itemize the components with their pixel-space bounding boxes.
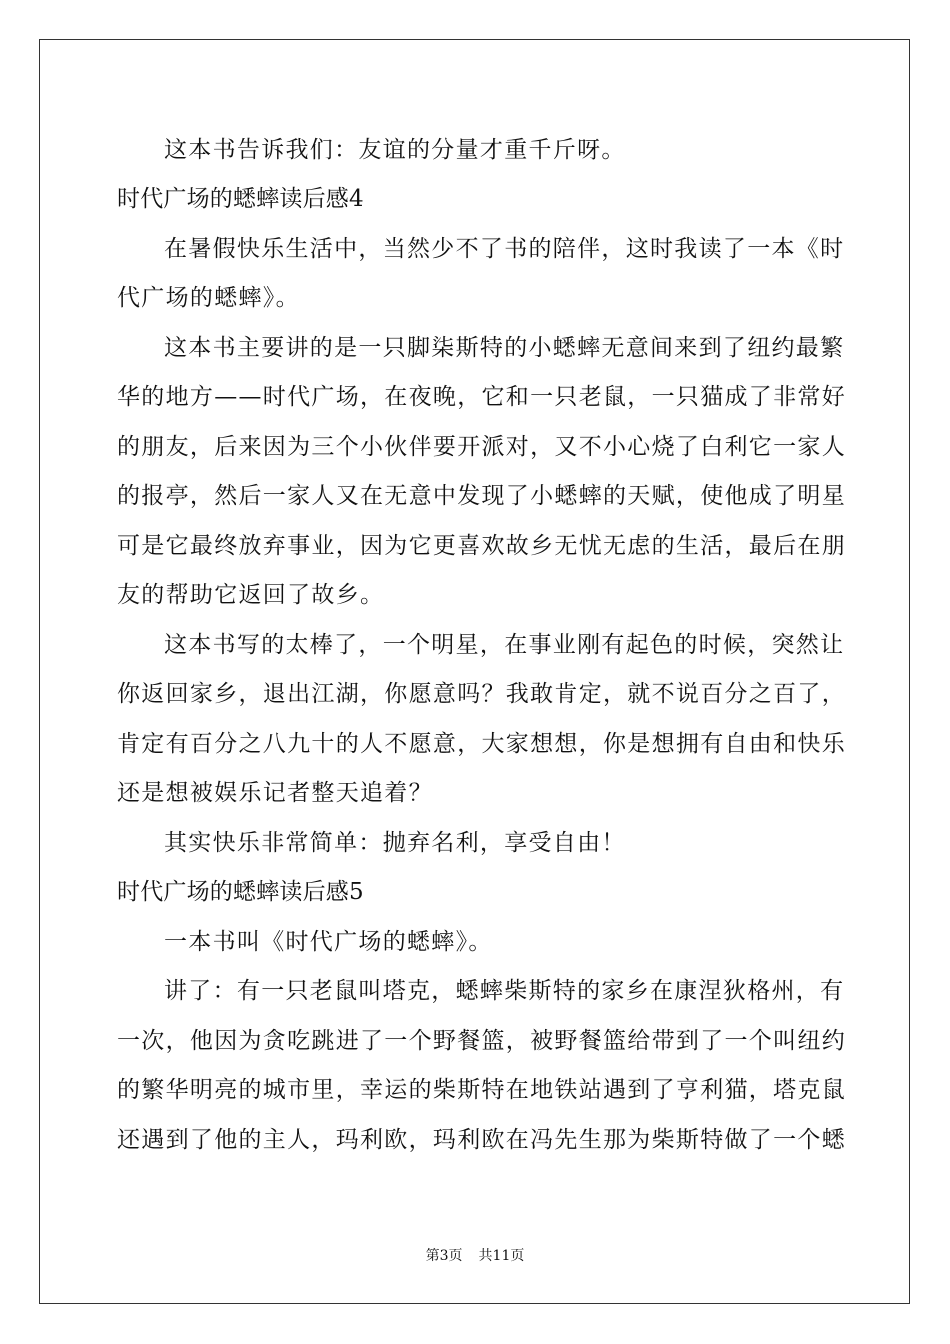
paragraph-line: 友的帮助它返回了故乡。 [117,582,385,608]
page-border [39,39,910,1304]
page-footer [0,1248,950,1264]
section-heading: 时代广场的蟋蟀读后感4 [117,186,364,212]
page-total: 共11页 [478,1248,525,1264]
paragraph-line: 肯定有百分之八九十的人不愿意，大家想想，你是想拥有自由和快乐 [117,731,846,757]
paragraph-line: 在暑假快乐生活中，当然少不了书的陪伴，这时我读了一本《时 [164,236,845,262]
paragraph-line: 这本书告诉我们：友谊的分量才重千斤呀。 [164,137,626,163]
paragraph-line: 你返回家乡，退出江湖，你愿意吗？我敢肯定，就不说百分之百了， [117,681,846,707]
paragraph-line: 还是想被娱乐记者整天追着？ [117,780,433,806]
paragraph-line: 一本书叫《时代广场的蟋蟀》。 [164,929,493,955]
section-heading: 时代广场的蟋蟀读后感5 [117,879,364,905]
page-number: 第3页 [425,1248,463,1264]
paragraph-line: 还遇到了他的主人，玛利欧，玛利欧在冯先生那为柴斯特做了一个蟋 [117,1127,846,1153]
paragraph-line: 这本书写的太棒了，一个明星，在事业刚有起色的时候，突然让 [164,632,845,658]
paragraph-line: 可是它最终放弃事业，因为它更喜欢故乡无忧无虑的生活，最后在朋 [117,533,846,559]
paragraph-line: 代广场的蟋蟀》。 [117,285,300,311]
paragraph-line: 这本书主要讲的是一只脚柒斯特的小蟋蟀无意间来到了纽约最繁 [164,335,845,361]
paragraph-line: 华的地方——时代广场，在夜晚，它和一只老鼠，一只猫成了非常好 [117,384,846,410]
paragraph-line: 的繁华明亮的城市里，幸运的柴斯特在地铁站遇到了亨利猫，塔克鼠 [117,1077,846,1103]
paragraph-line: 的报亭，然后一家人又在无意中发现了小蟋蟀的天赋，使他成了明星 [117,483,846,509]
paragraph-line: 的朋友，后来因为三个小伙伴要开派对，又不小心烧了白利它一家人 [117,434,846,460]
paragraph-line: 一次，他因为贪吃跳进了一个野餐篮，被野餐篮给带到了一个叫纽约 [117,1028,846,1054]
paragraph-line: 讲了：有一只老鼠叫塔克，蟋蟀柴斯特的家乡在康涅狄格州，有 [164,978,845,1004]
paragraph-line: 其实快乐非常简单：抛弃名利，享受自由！ [164,830,626,856]
